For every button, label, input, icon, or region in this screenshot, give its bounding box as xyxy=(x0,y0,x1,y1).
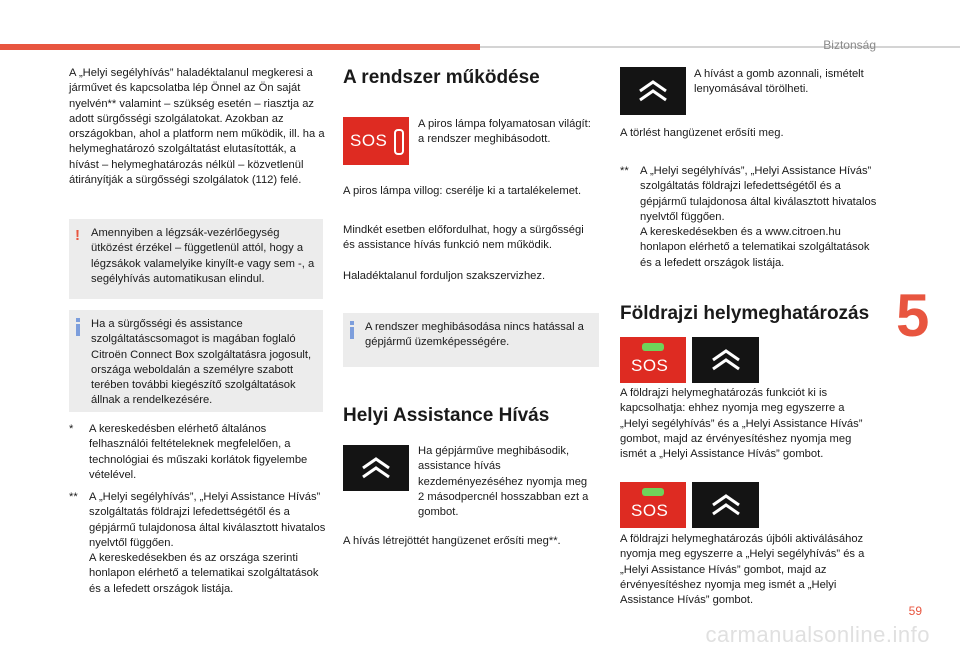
intro-paragraph: A „Helyi segélyhívás” haladéktalanul megkeresi a járművet és kapcsolatba lép Önnel az Ön saját nyelvén** valamint – szükség esetén – riasztja az adott sürgősségi szolgálatokat. Azokban az országokban, ahol a platform nem működik, ill. ha a helymeghatározó szolgáltatást elutasították, a hívást – helymeghatározás nélkül – közvetlenül átirányítják a sürgősségi szolgálatok (112) felé. xyxy=(69,67,325,187)
warning-note-text: Amennyiben a légzsák-vezérlőegység ütközést érzékel – függetlenül attól, hogy a légzsákok valamelyike kinyílt-e vagy sem -, a segélyhívás automatikusan elindul. xyxy=(91,227,315,285)
info-note-2-text: A rendszer meghibásodása nincs hatással a gépjármű üzemképességére. xyxy=(365,321,584,349)
chevron-up-icon xyxy=(711,347,741,373)
chevron-up-icon xyxy=(638,78,668,104)
footnote-1-text: A kereskedésben elérhető általános felhasználói feltételeknek megfelelően, a technológiai és műszaki korlátok figyelembe vételével. xyxy=(89,423,308,481)
info-note-text: Ha a sürgősségi és assistance szolgáltatáscsomagot is magában foglaló Citroën Connect Box szolgáltatásra jogosult, országa weboldalán a személyre szabott terében további kiegészítő szolgáltatások állnak a rendelkezésére. xyxy=(91,318,312,407)
cancel-confirm-paragraph: A törlést hangüzenet erősíti meg. xyxy=(620,127,784,139)
footnote-2-text-b: A kereskedésekben és az országa szerinti honlapon elérhető a telematikai szolgáltatások és a lefedett országok listája. xyxy=(89,552,319,595)
page-header xyxy=(0,0,960,55)
sos-label: SOS xyxy=(631,356,669,375)
sos-lamp-caption: A piros lámpa folyamatosan világít: a rendszer meghibásodott. xyxy=(418,118,591,146)
sos-button xyxy=(620,337,686,383)
chevron-up-icon xyxy=(361,455,391,481)
header-grey-rule xyxy=(480,46,960,48)
footnote-2-mark: ** xyxy=(69,491,78,503)
footnote-3-text-b: A kereskedésekben és a www.citroen.hu honlapon elérhető a telematikai szolgáltatások és a lefedett országok listája. xyxy=(640,226,870,269)
contact-service-paragraph: Haladéktalanul forduljon szakszervizhez. xyxy=(343,270,546,282)
header-red-rule xyxy=(0,44,480,50)
both-cases-paragraph: Mindkét esetben előfordulhat, hogy a sürgősségi és assistance hívás funkció nem működik. xyxy=(343,224,584,252)
lamp-icon xyxy=(394,129,404,155)
chapter-number: 5 xyxy=(896,282,930,349)
footnote-3-mark: ** xyxy=(620,165,629,177)
sos-label: SOS xyxy=(350,131,388,150)
warning-note xyxy=(69,219,323,299)
green-led-icon xyxy=(642,488,664,496)
assistance-button xyxy=(692,337,759,383)
heading-system-operation: A rendszer működése xyxy=(343,67,540,88)
lamp-blink-paragraph: A piros lámpa villog: cserélje ki a tartalékelemet. xyxy=(343,185,582,197)
call-confirm-paragraph: A hívás létrejöttét hangüzenet erősíti meg**. xyxy=(343,535,561,547)
sos-button-red-lamp xyxy=(343,117,409,165)
footnote-3-text-a: A „Helyi segélyhívás”, „Helyi Assistance Hívás” szolgáltatás földrajzi lefedettségétől és a gépjármű tulajdonosa által kiválasztott hivatalos nyelvtől függően. xyxy=(640,165,877,223)
section-title: Biztonság xyxy=(823,38,876,52)
info-note xyxy=(69,310,323,412)
chevron-up-icon xyxy=(711,492,741,518)
footnote-2-text-a: A „Helyi segélyhívás”, „Helyi Assistance Hívás” szolgáltatás földrajzi lefedettségétől és a gépjármű tulajdonosa által kiválasztott hivatalos nyelvtől függően. xyxy=(89,491,326,549)
info-icon xyxy=(349,321,355,339)
assistance-button xyxy=(692,482,759,528)
heading-assistance-call: Helyi Assistance Hívás xyxy=(343,405,550,426)
sos-button xyxy=(620,482,686,528)
heading-geolocation: Földrajzi helymeghatározás xyxy=(620,303,870,324)
footnote-1-mark: * xyxy=(69,423,74,435)
warning-icon: ! xyxy=(75,227,80,244)
cancel-call-caption: A hívást a gomb azonnali, ismételt lenyomásával törölheti. xyxy=(694,68,864,96)
assistance-caption: Ha gépjárműve meghibásodik, assistance hívás kezdeményezéséhez nyomja meg 2 másodpercnél hosszabban ezt a gombot. xyxy=(418,445,589,519)
disable-geolocation-paragraph: A földrajzi helymeghatározás funkciót ki is kapcsolhatja: ehhez nyomja meg egyszerre a „Helyi segélyhívás” és a „Helyi Assistance Hívás” gombot, majd az érvényesítéshez nyomja meg ismét a „Helyi Assistance Hívás” gombot. xyxy=(620,387,863,461)
page-number: 59 xyxy=(908,604,922,618)
assistance-button xyxy=(343,445,409,491)
info-note-2 xyxy=(343,313,599,367)
enable-geolocation-paragraph: A földrajzi helymeghatározás újbóli aktiválásához nyomja meg egyszerre a „Helyi segélyhívás” és a „Helyi Assistance Hívás” gombot, majd az érvényesítéshez nyomja meg ismét a „Helyi Assistance Hívás” gombot. xyxy=(620,533,865,607)
assistance-button xyxy=(620,67,686,115)
info-icon xyxy=(75,318,81,336)
sos-label: SOS xyxy=(631,501,669,520)
green-led-icon xyxy=(642,343,664,351)
watermark: carmanualsonline.info xyxy=(705,622,930,647)
